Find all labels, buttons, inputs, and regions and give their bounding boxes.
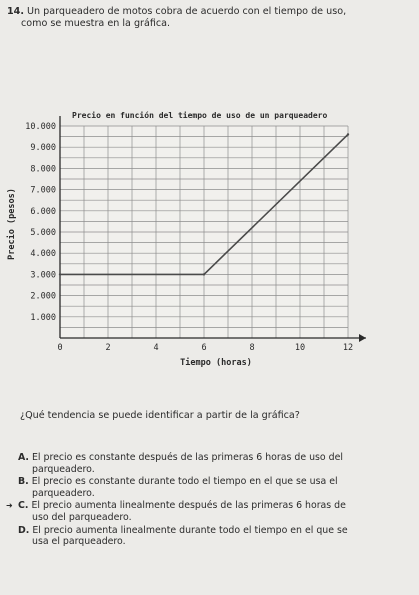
y-tick-label: 1.000 [30, 312, 56, 323]
chart-title: Precio en función del tiempo de uso de un parqueadero [72, 111, 328, 120]
y-axis-label: Precio (pesos) [7, 188, 17, 260]
option-b-text-continued: parqueadero. [32, 487, 95, 499]
question-header [7, 6, 412, 30]
data-point [59, 273, 61, 275]
x-tick-label: 4 [153, 343, 159, 353]
x-tick-label: 0 [57, 343, 63, 353]
y-tick-label: 5.000 [30, 228, 56, 238]
y-tick-label: 2.000 [30, 291, 56, 302]
option-c-text-continued: uso del parqueadero. [32, 511, 132, 523]
option-b[interactable] [18, 476, 410, 499]
option-c[interactable] [6, 500, 410, 523]
data-point [203, 273, 205, 275]
question-prompt: ¿Qué tendencia se puede identificar a partir de la gráfica? [20, 410, 300, 421]
option-d-text: El precio aumenta linealmente durante todo el tiempo en el que se [32, 524, 348, 536]
y-tick-label: 4.000 [30, 249, 56, 260]
y-tick-label: 7.000 [30, 185, 56, 196]
option-b-text: El precio es constante durante todo el tiempo en el que se usa el [31, 476, 338, 488]
x-tick-label: 12 [342, 343, 354, 353]
x-tick-label: 8 [249, 343, 255, 353]
line-chart [0, 92, 419, 382]
x-tick-label: 10 [294, 343, 306, 353]
question-text-continued: como se muestra en la gráfica. [21, 18, 171, 29]
option-b-letter: B. [18, 476, 29, 488]
question-text: Un parqueadero de motos cobra de acuerdo con el tiempo de uso, [27, 6, 347, 17]
x-tick-label: 6 [201, 343, 207, 353]
option-d[interactable] [18, 525, 410, 548]
x-axis-label: Tiempo (horas) [180, 358, 252, 368]
answer-options [6, 452, 410, 549]
option-d-letter: D. [18, 524, 30, 536]
option-c-text: El precio aumenta linealmente después de las primeras 6 horas de [31, 500, 346, 512]
x-tick-label: 2 [105, 343, 111, 353]
y-tick-label: 3.000 [30, 270, 56, 281]
chart-container [0, 92, 419, 382]
option-a[interactable] [18, 452, 410, 475]
selected-arrow-icon: ➜ [6, 501, 13, 511]
y-tick-label: 10.000 [25, 122, 56, 132]
option-d-text-continued: usa el parqueadero. [32, 536, 126, 548]
y-tick-label: 8.000 [30, 164, 56, 175]
option-a-text-continued: parqueadero. [32, 463, 95, 475]
y-tick-label: 9.000 [30, 143, 56, 154]
x-axis-arrow-icon [359, 334, 366, 342]
option-a-text: El precio es constante después de las primeras 6 horas de uso del [32, 452, 343, 463]
option-a-letter: A. [18, 452, 29, 463]
data-point [347, 133, 349, 135]
chart-grid [60, 126, 348, 338]
y-tick-label: 6.000 [30, 206, 56, 217]
option-c-letter: C. [18, 500, 29, 512]
question-number: 14. [7, 6, 24, 17]
